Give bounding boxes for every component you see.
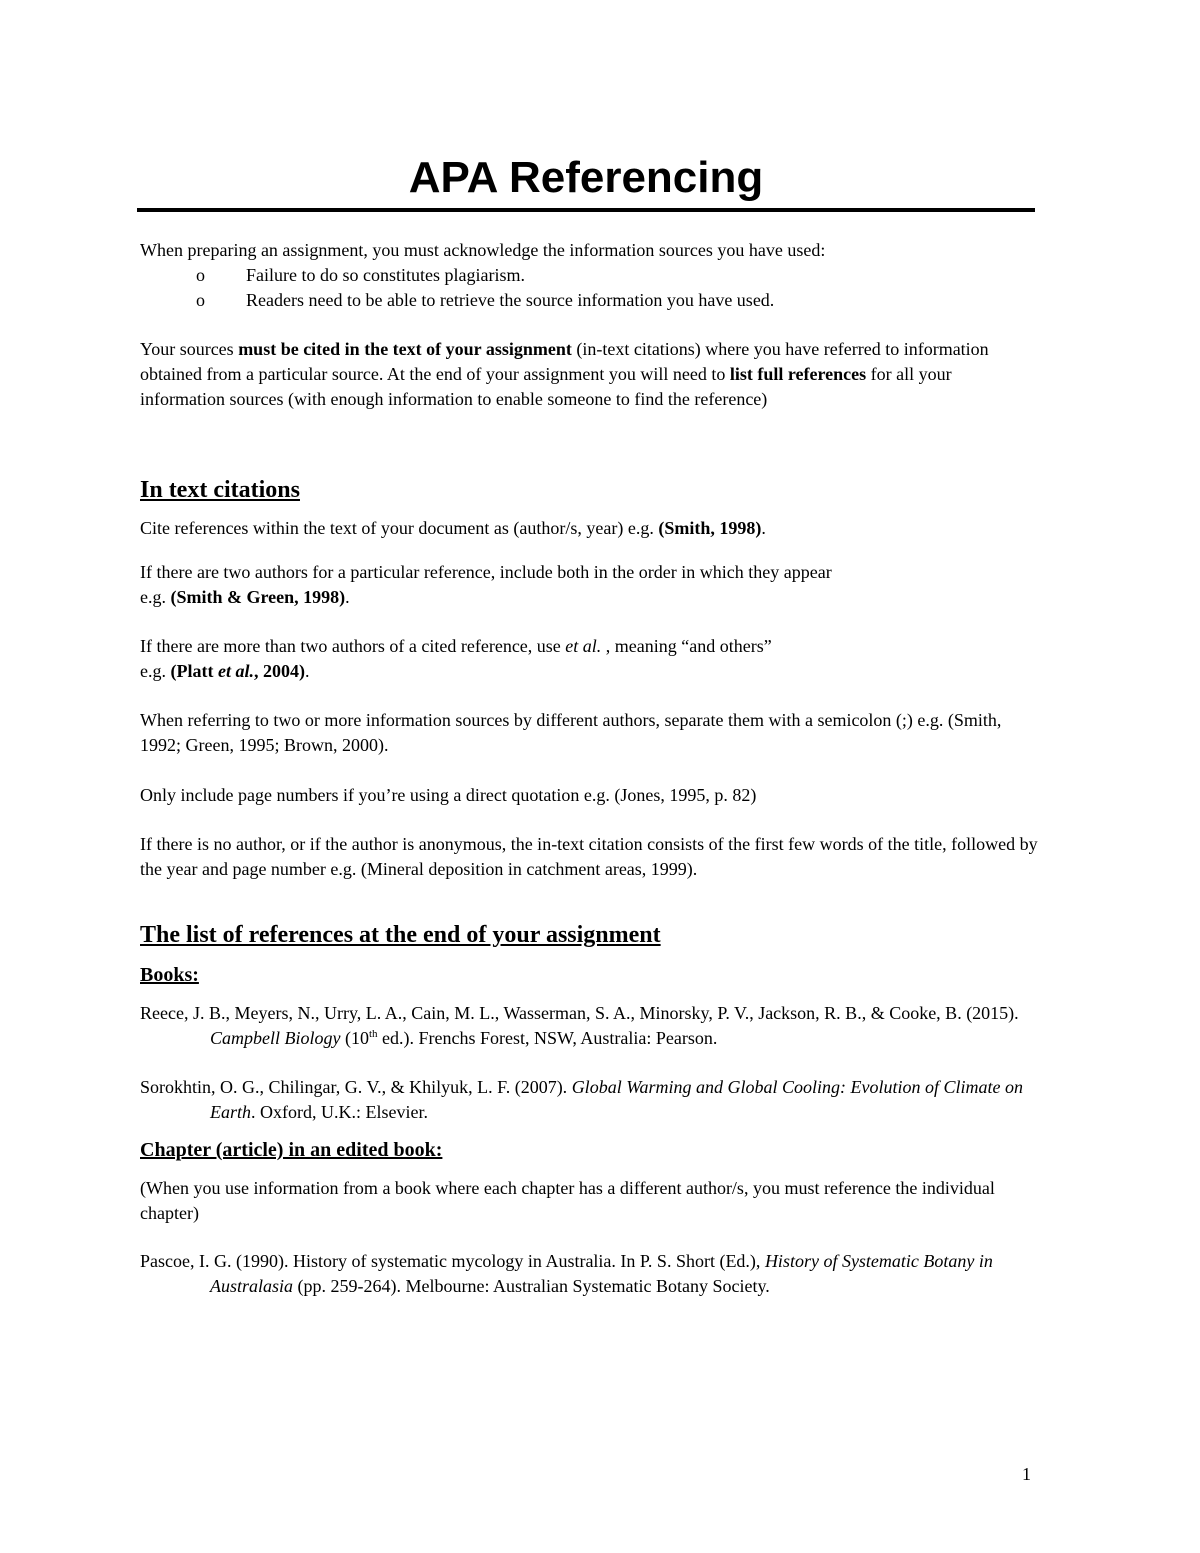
text-run: e.g. (140, 661, 171, 681)
in-text-p4: When referring to two or more information sources by different authors, separate them with a semicolon (;) e.g. (Smith, 1992; Green, 1995; Brown, 2000). (140, 710, 1002, 755)
text-run: e.g. (140, 587, 171, 607)
text-run: ed.). Frenchs Forest, NSW, Australia: Pearson. (377, 1028, 718, 1048)
in-text-p3 (140, 634, 1040, 684)
bold-run: (Platt (170, 661, 218, 681)
bold-run: list full references (729, 364, 867, 384)
text-run: Reece, J. B., Meyers, N., Urry, L. A., Cain, M. L., Wasserman, S. A., Minorsky, P. V., Jackson, R. B., & Cooke, B. (2015). (140, 1003, 1019, 1023)
intro-lead: When preparing an assignment, you must acknowledge the information sources you have used: (140, 240, 826, 260)
text-run: (10 (340, 1028, 369, 1048)
text-run: for all your information sources (with enough information to enable someone to find the reference) (140, 364, 952, 409)
bold-italic-run: et al. (217, 661, 254, 681)
text-run: , meaning “and others” (601, 636, 772, 656)
chapter-reference-1 (140, 1249, 1040, 1299)
in-text-p6: If there is no author, or if the author is anonymous, the in-text citation consists of the first few words of the title, followed by the year and page number e.g. (Mineral deposition in catchment areas, 1999). (140, 834, 1038, 879)
page-number: 1 (1022, 1464, 1031, 1484)
books-heading: Books: (140, 964, 199, 986)
intro-bullet-2: Readers need to be able to retrieve the source information you have used. (246, 290, 775, 310)
text-run: (in-text citations) where you have referred to information obtained from a particular source. At the end of your assignment you will need to (140, 339, 989, 384)
text-run: Pascoe, I. G. (1990). History of systematic mycology in Australia. In P. S. Short (Ed.), (140, 1251, 765, 1271)
sources-paragraph (140, 337, 1040, 412)
text-run: (pp. 259-264). Melbourne: Australian Systematic Botany Society. (293, 1276, 770, 1296)
in-text-p5: Only include page numbers if you’re using a direct quotation e.g. (Jones, 1995, p. 82) (140, 785, 757, 805)
text-run: Your sources (140, 339, 239, 359)
superscript-run: th (368, 1028, 378, 1040)
italic-run: et al. (565, 636, 602, 656)
bullet-marker: o (196, 265, 205, 285)
text-run: . (345, 587, 350, 607)
text-run: . (761, 518, 766, 538)
text-run: . (304, 661, 310, 681)
text-run: If there are two authors for a particular reference, include both in the order in which they appear (140, 562, 832, 582)
bullet-marker: o (196, 290, 205, 310)
text-run: Cite references within the text of your document as (author/s, year) e.g. (140, 518, 659, 538)
in-text-p2 (140, 560, 1040, 610)
bold-run: , 2004) (253, 661, 305, 681)
italic-run: Global Warming and Global Cooling: Evolution of Climate on Earth (210, 1077, 1024, 1122)
book-reference-1 (140, 1001, 1040, 1051)
in-text-p1 (140, 516, 1040, 541)
reference-list-heading: The list of references at the end of your assignment (140, 922, 661, 948)
text-run: . Oxford, U.K.: Elsevier. (251, 1102, 428, 1122)
chapter-note: (When you use information from a book where each chapter has a different author/s, you must reference the individual chapter) (140, 1178, 995, 1223)
in-text-heading: In text citations (140, 477, 300, 503)
chapter-heading: Chapter (article) in an edited book: (140, 1139, 443, 1161)
book-reference-2 (140, 1075, 1040, 1125)
bold-run: must be cited in the text of your assignment (238, 339, 572, 359)
italic-run: Campbell Biology (210, 1028, 341, 1048)
italic-run: History of Systematic Botany in Australasia (210, 1251, 993, 1296)
bold-run: (Smith & Green, 1998) (170, 587, 346, 607)
page-title: APA Referencing (408, 153, 764, 202)
bold-run: (Smith, 1998) (658, 518, 762, 538)
text-run: Sorokhtin, O. G., Chilingar, G. V., & Khilyuk, L. F. (2007). (140, 1077, 572, 1097)
title-rule (137, 208, 1035, 212)
intro-bullet-1: Failure to do so constitutes plagiarism. (246, 265, 525, 285)
text-run: If there are more than two authors of a cited reference, use (140, 636, 566, 656)
